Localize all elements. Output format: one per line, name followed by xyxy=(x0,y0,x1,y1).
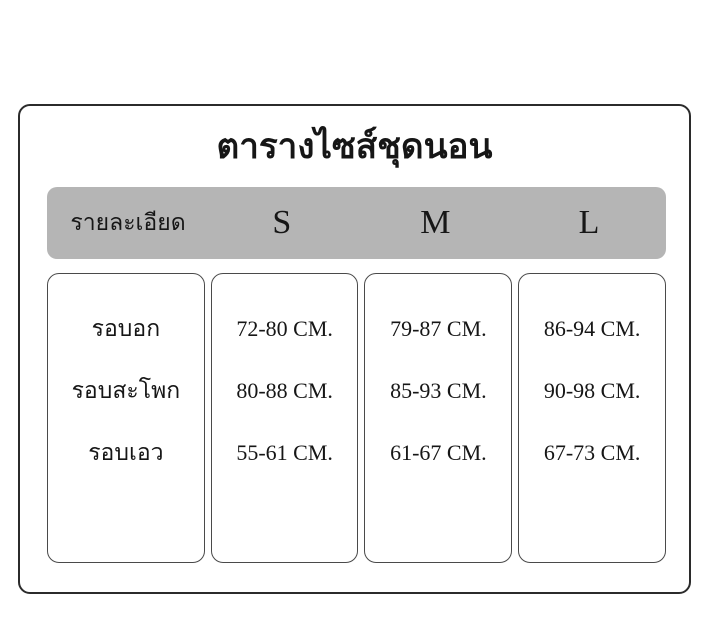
cell-hip-s: 80-88 CM. xyxy=(236,378,333,403)
row-label-hip: รอบสะโพก xyxy=(71,378,181,403)
column-size-m xyxy=(364,273,512,563)
row-label-waist: รอบเอว xyxy=(88,440,164,465)
column-size-l xyxy=(518,273,666,563)
header-size-l: L xyxy=(578,204,600,241)
cell-hip-l: 90-98 CM. xyxy=(543,378,641,403)
page-title: ตารางไซส์ชุดนอน xyxy=(216,127,493,166)
table-header-row xyxy=(47,187,666,259)
header-detail-label: รายละเอียด xyxy=(70,210,186,235)
cell-chest-m: 79-87 CM. xyxy=(390,316,487,341)
cell-chest-s: 72-80 CM. xyxy=(236,316,333,341)
table-body xyxy=(47,273,666,563)
cell-waist-l: 67-73 CM. xyxy=(543,440,641,465)
header-size-m: M xyxy=(420,204,451,241)
column-size-s xyxy=(211,273,359,563)
cell-hip-m: 85-93 CM. xyxy=(390,378,487,403)
header-size-s: S xyxy=(272,204,292,241)
column-measurement-labels xyxy=(47,273,205,563)
cell-chest-l: 86-94 CM. xyxy=(543,316,641,341)
cell-waist-s: 55-61 CM. xyxy=(236,440,333,465)
size-chart-card xyxy=(18,104,691,594)
cell-waist-m: 61-67 CM. xyxy=(390,440,487,465)
row-label-chest: รอบอก xyxy=(91,316,161,341)
